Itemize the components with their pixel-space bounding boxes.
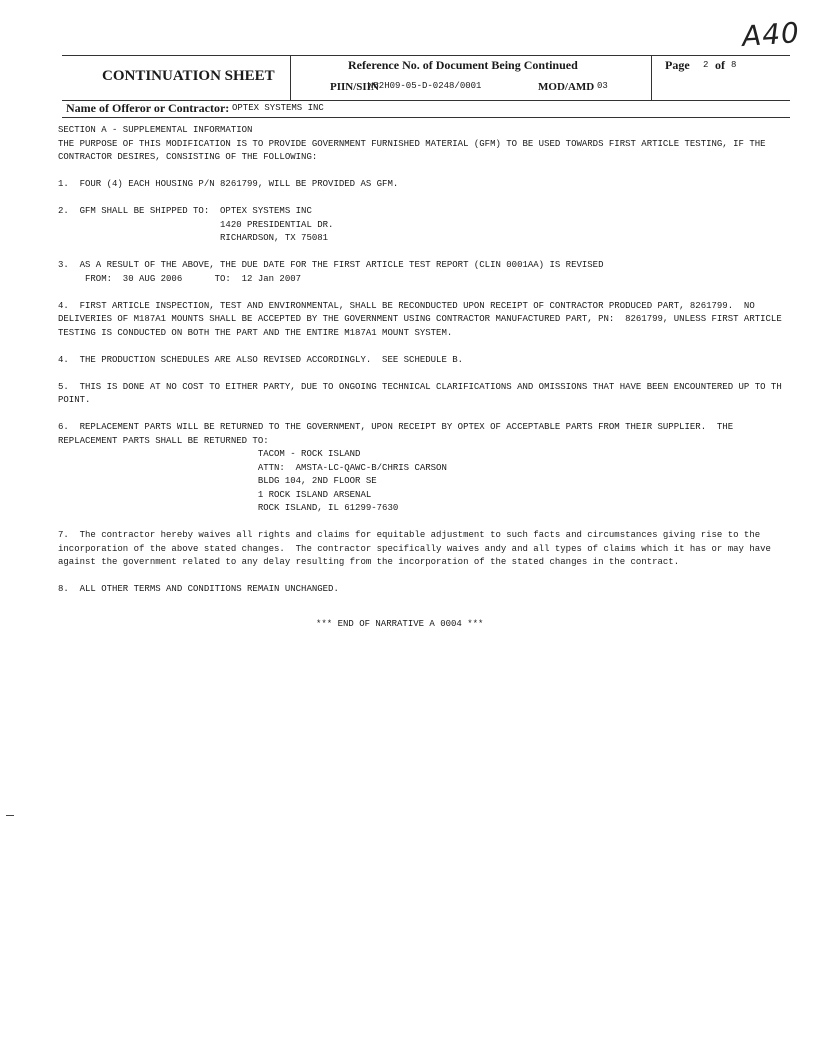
narrative-line: DELIVERIES OF M187A1 MOUNTS SHALL BE ACCEPTED BY THE GOVERNMENT USING CONTRACTOR MANUFACTURED PART, PN: 8261799, UNLESS FIRST ARTICLE bbox=[58, 314, 782, 324]
narrative-line bbox=[58, 516, 810, 530]
page-of-label: of bbox=[715, 58, 725, 72]
page-label: Page bbox=[665, 58, 690, 72]
narrative-line: 3. AS A RESULT OF THE ABOVE, THE DUE DATE FOR THE FIRST ARTICLE TEST REPORT (CLIN 0001AA) IS REVISED bbox=[58, 260, 604, 270]
narrative-line bbox=[58, 192, 810, 206]
piin-label: PIIN/SIIN bbox=[330, 81, 379, 93]
page-number: 2 bbox=[703, 60, 709, 70]
mod-label: MOD/AMD bbox=[538, 81, 595, 93]
continuation-header bbox=[62, 55, 790, 101]
narrative-line: 6. REPLACEMENT PARTS WILL BE RETURNED TO THE GOVERNMENT, UPON RECEIPT BY OPTEX OF ACCEPTABLE PARTS FROM THEIR SUPPLIER. THE bbox=[58, 422, 734, 432]
offeror-row bbox=[62, 99, 790, 118]
narrative-line: FROM: 30 AUG 2006 TO: 12 Jan 2007 bbox=[58, 273, 302, 284]
end-of-narrative: *** END OF NARRATIVE A 0004 *** bbox=[316, 619, 484, 629]
narrative-line bbox=[58, 246, 810, 260]
narrative-line bbox=[58, 408, 810, 422]
narrative-body bbox=[58, 124, 810, 597]
page-total: 8 bbox=[731, 60, 737, 70]
narrative-line bbox=[58, 570, 810, 584]
narrative-line: REPLACEMENT PARTS SHALL BE RETURNED TO: bbox=[58, 435, 269, 446]
header-title-cell bbox=[62, 56, 291, 100]
narrative-line: 2. GFM SHALL BE SHIPPED TO: OPTEX SYSTEMS INC bbox=[58, 206, 312, 216]
offeror-name: OPTEX SYSTEMS INC bbox=[232, 103, 324, 113]
handwritten-page-mark: A40 bbox=[740, 16, 801, 53]
header-page-cell bbox=[651, 56, 790, 100]
narrative-line: 1. FOUR (4) EACH HOUSING P/N 8261799, WILL BE PROVIDED AS GFM. bbox=[58, 179, 399, 189]
narrative-line: 8. ALL OTHER TERMS AND CONDITIONS REMAIN UNCHANGED. bbox=[58, 584, 339, 594]
narrative-line: 7. The contractor hereby waives all rights and claims for equitable adjustment to such facts and circumstances giving rise to the bbox=[58, 530, 761, 540]
narrative-line bbox=[58, 340, 810, 354]
narrative-line: 4. THE PRODUCTION SCHEDULES ARE ALSO REVISED ACCORDINGLY. SEE SCHEDULE B. bbox=[58, 354, 464, 365]
reference-label: Reference No. of Document Being Continued bbox=[348, 58, 578, 72]
narrative-line: CONTRACTOR DESIRES, CONSISTING OF THE FOLLOWING: bbox=[58, 152, 318, 162]
narrative-line: RICHARDSON, TX 75081 bbox=[58, 233, 329, 243]
narrative-line: THE PURPOSE OF THIS MODIFICATION IS TO PROVIDE GOVERNMENT FURNISHED MATERIAL (GFM) TO BE USED TOWARDS FIRST ARTICLE TESTING, IF THE bbox=[58, 138, 766, 149]
narrative-line: BLDG 104, 2ND FLOOR SE bbox=[58, 476, 377, 486]
narrative-line: against the government related to any delay resulting from the incorporation of the stated changes in the contract. bbox=[58, 557, 680, 567]
offeror-label: Name of Offeror or Contractor: bbox=[66, 101, 230, 115]
narrative-line: incorporation of the above stated changes. The contractor specifically waives andy and all types of claims which it has or may have bbox=[58, 543, 771, 554]
mod-value: 03 bbox=[597, 81, 608, 91]
narrative-line bbox=[58, 367, 810, 381]
narrative-line: TACOM - ROCK ISLAND bbox=[58, 449, 361, 459]
narrative-line: ROCK ISLAND, IL 61299-7630 bbox=[58, 503, 399, 513]
margin-tick-mark bbox=[6, 815, 14, 816]
narrative-line: ATTN: AMSTA-LC-QAWC-B/CHRIS CARSON bbox=[58, 462, 447, 473]
narrative-line: TESTING IS CONDUCTED ON BOTH THE PART AND THE ENTIRE M187A1 MOUNT SYSTEM. bbox=[58, 327, 453, 338]
narrative-line: 1 ROCK ISLAND ARSENAL bbox=[58, 489, 372, 500]
sheet-title: CONTINUATION SHEET bbox=[102, 68, 275, 84]
narrative-line: SECTION A - SUPPLEMENTAL INFORMATION bbox=[58, 125, 253, 135]
narrative-line: POINT. bbox=[58, 395, 91, 405]
narrative-line: 4. FIRST ARTICLE INSPECTION, TEST AND ENVIRONMENTAL, SHALL BE RECONDUCTED UPON RECEIPT OF CONTRACTOR PRODUCED PART, 8261799. NO bbox=[58, 300, 755, 311]
piin-value: W52H09-05-D-0248/0001 bbox=[368, 81, 482, 91]
narrative-line bbox=[58, 165, 810, 179]
narrative-line: 5. THIS IS DONE AT NO COST TO EITHER PARTY, DUE TO ONGOING TECHNICAL CLARIFICATIONS AND OMISSIONS THAT HAVE BEEN ENCOUNTERED UP TO TH bbox=[58, 381, 782, 392]
narrative-line bbox=[58, 286, 810, 300]
header-reference-cell bbox=[290, 56, 652, 100]
narrative-line: 1420 PRESIDENTIAL DR. bbox=[58, 219, 334, 230]
